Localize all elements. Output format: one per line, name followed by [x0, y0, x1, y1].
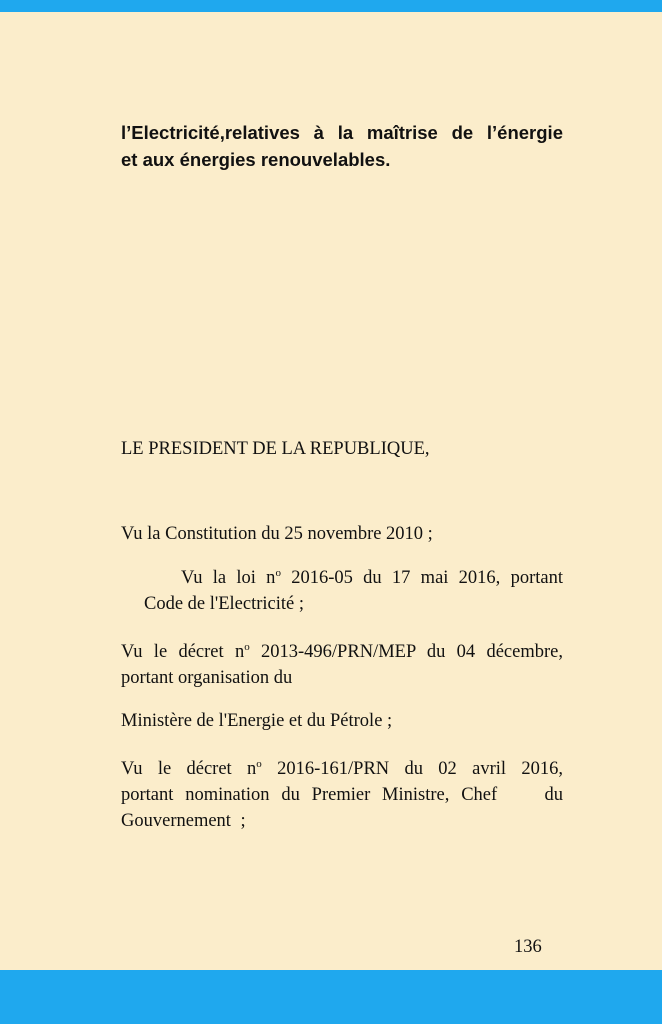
page-number: 136 — [514, 937, 542, 957]
heading-line-1: l’Electricité,relatives à la maîtrise de l’énergie — [121, 122, 563, 143]
visa-line: Code de l'Electricité ; — [144, 594, 305, 614]
visa-line: Vu le décret $n^o$ 2013-496/PRN/MEP du 04 décembre, — [121, 640, 563, 662]
visa-line: Gouvernement ; — [121, 811, 246, 831]
bottom-band — [0, 970, 662, 1024]
visa-loi-2016-05 — [144, 565, 563, 617]
visa-constitution: Vu la Constitution du 25 novembre 2010 ; — [121, 524, 433, 544]
top-band — [0, 0, 662, 12]
visa-decret-2013-496 — [121, 639, 563, 691]
visa-decret-2016-161 — [121, 756, 563, 834]
heading — [121, 119, 563, 173]
visa-line: Vu la loi $n^o$ 2016-05 du 17 mai 2016, portant — [181, 566, 563, 588]
president-title: LE PRESIDENT DE LA REPUBLIQUE, — [121, 439, 430, 459]
visa-line: Vu le décret $n^o$ 2016-161/PRN du 02 avril 2016, — [121, 757, 563, 779]
heading-line-2: et aux énergies renouvelables. — [121, 149, 391, 170]
visa-ministere: Ministère de l'Energie et du Pétrole ; — [121, 711, 393, 731]
visa-line: portant nomination du Premier Ministre, Chef du — [121, 785, 563, 805]
visa-line: portant organisation du — [121, 668, 293, 688]
